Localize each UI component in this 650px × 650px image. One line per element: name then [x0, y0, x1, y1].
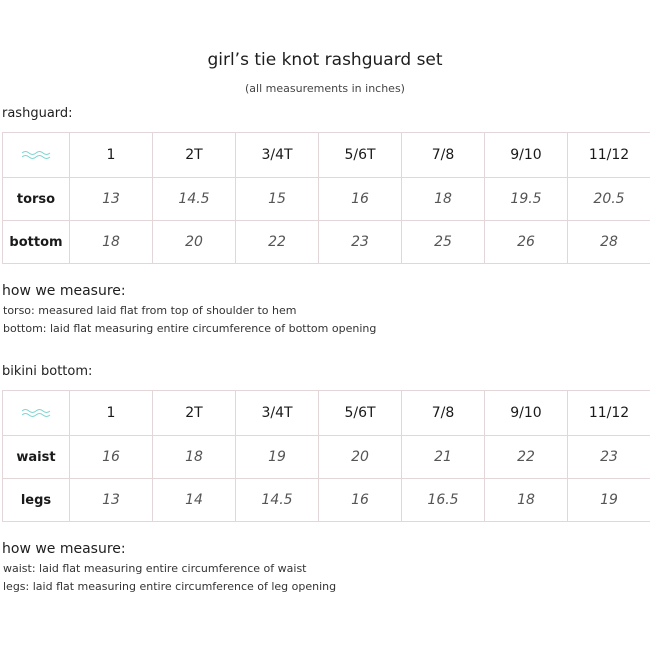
value-cell: 13 [70, 178, 153, 221]
row-label-cell: bottom [3, 221, 70, 264]
value-cell: 20 [153, 221, 236, 264]
value-cell: 23 [568, 436, 650, 479]
bikini-measure-note: legs: laid flat measuring entire circumference of leg opening [3, 580, 337, 593]
table-row [3, 178, 650, 221]
row-label-cell: waist [3, 436, 70, 479]
bikini-section-label: bikini bottom: [2, 364, 93, 379]
table-header-row [3, 133, 650, 178]
value-cell: 28 [568, 221, 650, 264]
value-cell: 19 [236, 436, 319, 479]
size-header-cell: 3/4T [236, 391, 319, 436]
page-subtitle: (all measurements in inches) [245, 82, 405, 95]
bikini-measure-note: waist: laid flat measuring entire circumference of waist [3, 562, 307, 575]
value-cell: 18 [70, 221, 153, 264]
table-header-row [3, 391, 650, 436]
size-header-cell: 1 [70, 133, 153, 178]
wave-icon [21, 408, 51, 418]
table-row [3, 436, 650, 479]
bikini-size-table [2, 390, 650, 522]
size-header-cell: 1 [70, 391, 153, 436]
value-cell: 20.5 [568, 178, 650, 221]
value-cell: 14.5 [153, 178, 236, 221]
table-row [3, 479, 650, 522]
rashguard-measure-note: bottom: laid flat measuring entire circumference of bottom opening [3, 322, 377, 335]
value-cell: 18 [153, 436, 236, 479]
value-cell: 22 [485, 436, 568, 479]
value-cell: 25 [402, 221, 485, 264]
row-label-cell: torso [3, 178, 70, 221]
value-cell: 16.5 [402, 479, 485, 522]
size-header-cell: 11/12 [568, 391, 650, 436]
header-corner-cell [3, 133, 70, 178]
value-cell: 16 [319, 178, 402, 221]
size-header-cell: 5/6T [319, 133, 402, 178]
value-cell: 19 [568, 479, 650, 522]
rashguard-measure-note: torso: measured laid flat from top of shoulder to hem [3, 304, 297, 317]
size-header-cell: 5/6T [319, 391, 402, 436]
size-header-cell: 9/10 [485, 391, 568, 436]
value-cell: 18 [485, 479, 568, 522]
value-cell: 19.5 [485, 178, 568, 221]
header-corner-cell [3, 391, 70, 436]
page-title: girl’s tie knot rashguard set [207, 50, 443, 70]
rashguard-size-table [2, 132, 650, 264]
value-cell: 16 [70, 436, 153, 479]
row-label-cell: legs [3, 479, 70, 522]
table-row [3, 221, 650, 264]
size-header-cell: 11/12 [568, 133, 650, 178]
value-cell: 16 [319, 479, 402, 522]
size-header-cell: 2T [153, 133, 236, 178]
rashguard-measure-heading: how we measure: [2, 283, 126, 299]
value-cell: 23 [319, 221, 402, 264]
value-cell: 14 [153, 479, 236, 522]
bikini-measure-heading: how we measure: [2, 541, 126, 557]
value-cell: 22 [236, 221, 319, 264]
size-header-cell: 7/8 [402, 133, 485, 178]
size-header-cell: 9/10 [485, 133, 568, 178]
size-header-cell: 3/4T [236, 133, 319, 178]
wave-icon [21, 150, 51, 160]
size-header-cell: 2T [153, 391, 236, 436]
value-cell: 14.5 [236, 479, 319, 522]
value-cell: 15 [236, 178, 319, 221]
rashguard-section-label: rashguard: [2, 106, 73, 121]
value-cell: 18 [402, 178, 485, 221]
value-cell: 21 [402, 436, 485, 479]
value-cell: 26 [485, 221, 568, 264]
value-cell: 20 [319, 436, 402, 479]
value-cell: 13 [70, 479, 153, 522]
size-header-cell: 7/8 [402, 391, 485, 436]
